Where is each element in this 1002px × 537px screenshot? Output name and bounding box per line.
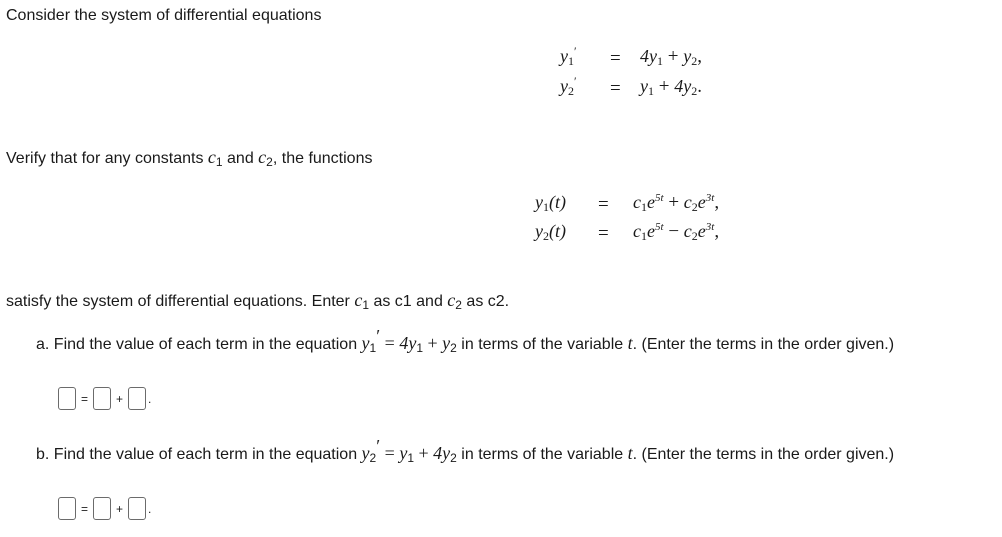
part-a-answer-box-term1[interactable] <box>93 387 111 410</box>
function-row-2-lhs: $y_2(t)$ <box>535 221 566 243</box>
part-a-plus-sign: + <box>116 391 124 406</box>
function-row-2-equals: = <box>598 223 609 244</box>
part-b-question: b. Find the value of each term in the equation $y_2' = y_1 + 4y_2$ in terms of the variable t. (Enter the terms in the order given.) <box>36 436 895 465</box>
part-b-answer-row <box>58 497 151 520</box>
part-b-period: . <box>148 501 152 516</box>
system-row-1-rhs: $4y_1 + y_2$, <box>640 46 702 68</box>
function-row-2-rhs: $c_1e^{5t} - c_2e^{3t}$, <box>633 221 720 243</box>
part-a-equals-sign: = <box>81 391 89 406</box>
part-a-answer-row <box>58 387 151 410</box>
system-row-2-rhs: $y_1 + 4y_2$. <box>640 76 702 98</box>
part-a-answer-box-term2[interactable] <box>128 387 146 410</box>
intro-text: Consider the system of differential equations <box>6 7 322 24</box>
verify-text: Verify that for any constants $c_1$ and $c_2$, the functions <box>6 147 373 169</box>
part-b-answer-box-term1[interactable] <box>93 497 111 520</box>
system-row-2-equals: = <box>610 78 621 99</box>
function-row-1-lhs: $y_1(t)$ <box>535 192 566 214</box>
system-row-1: $y_1'$ <box>560 44 577 68</box>
system-row-2: $y_2'$ <box>560 74 577 98</box>
part-a-period: . <box>148 391 152 406</box>
part-b-answer-box-term2[interactable] <box>128 497 146 520</box>
function-row-1-rhs: $c_1e^{5t} + c_2e^{3t}$, <box>633 192 720 214</box>
part-a-question: a. Find the value of each term in the equation $y_1' = 4y_1 + y_2$ in terms of the variable t. (Enter the terms in the order given.) <box>36 326 895 355</box>
satisfy-text: satisfy the system of differential equations. Enter $c_1$ as c1 and $c_2$ as c2. <box>6 290 510 312</box>
system-row-1-equals: = <box>610 48 621 69</box>
part-b-plus-sign: + <box>116 501 124 516</box>
part-b-answer-box-lhs[interactable] <box>58 497 76 520</box>
function-row-1-equals: = <box>598 194 609 215</box>
part-b-equals-sign: = <box>81 501 89 516</box>
part-a-answer-box-lhs[interactable] <box>58 387 76 410</box>
